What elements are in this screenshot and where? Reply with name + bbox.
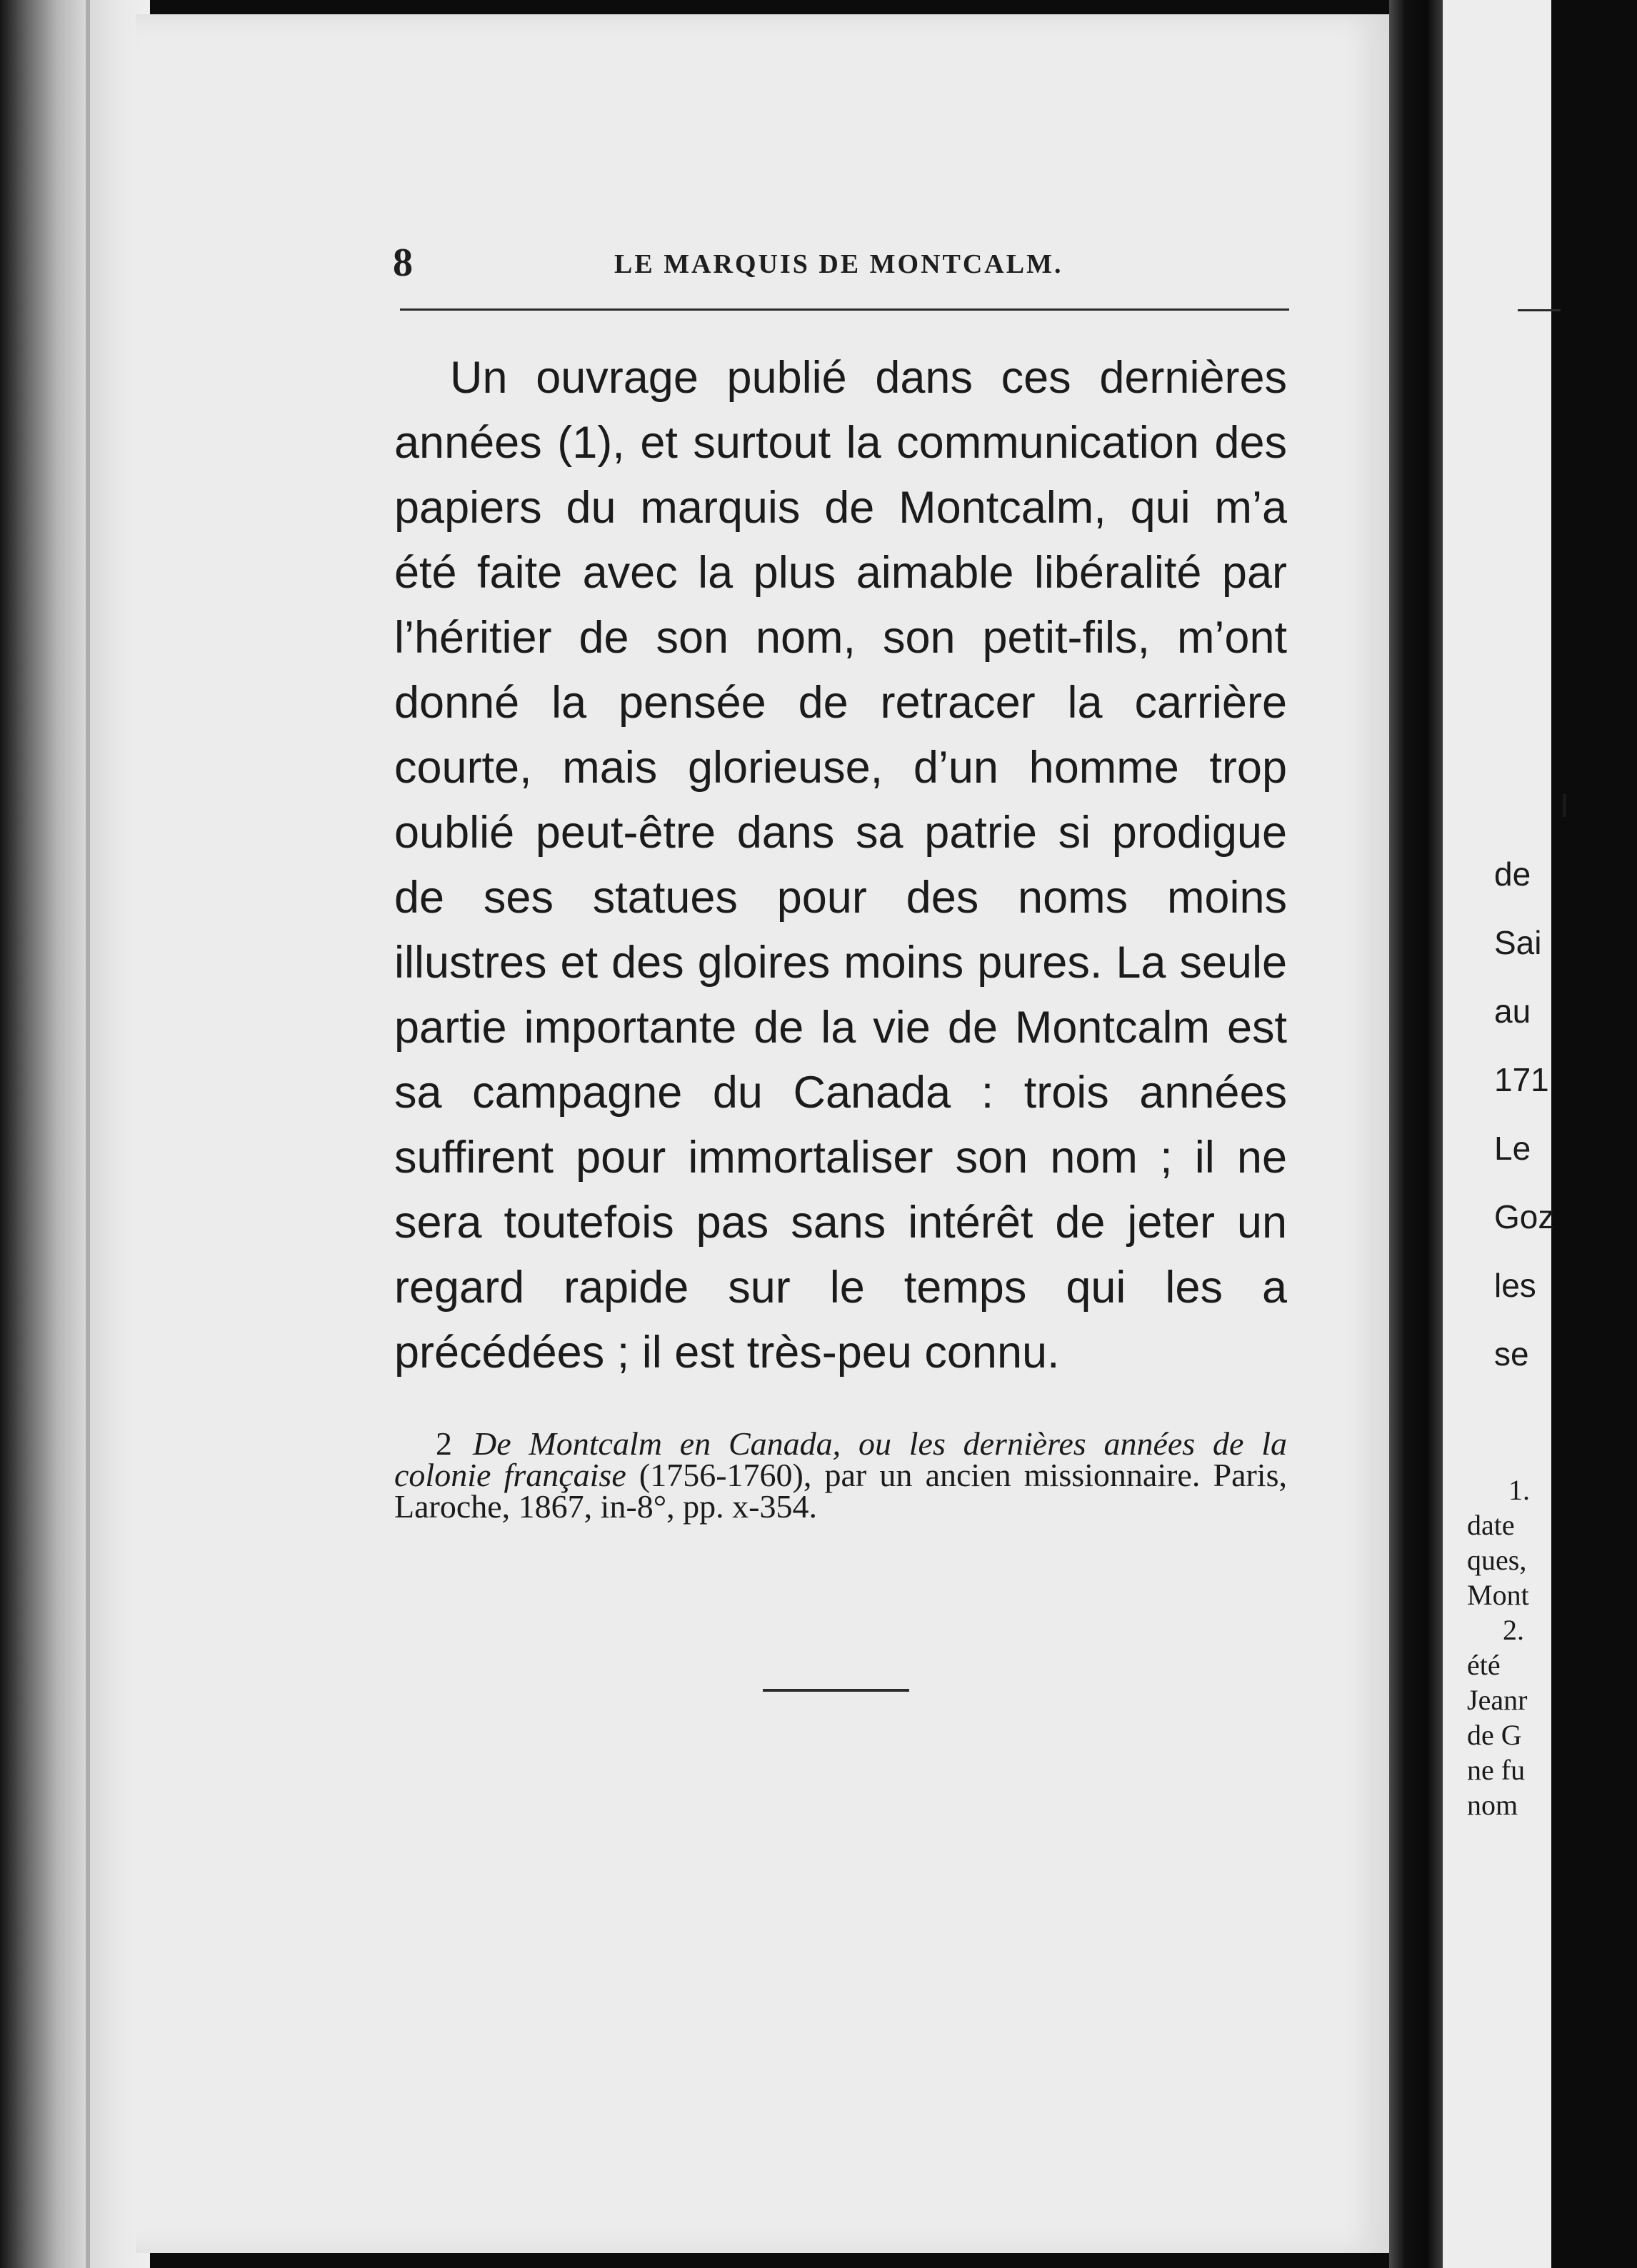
- adjacent-line: 171: [1494, 1061, 1549, 1098]
- adjacent-note-line: 2.: [1503, 1614, 1524, 1646]
- adjacent-page-notes: [1467, 1472, 1610, 1822]
- adjacent-note-line: Mont: [1467, 1579, 1529, 1611]
- adjacent-line: les: [1494, 1267, 1536, 1304]
- adjacent-note-line: été: [1467, 1649, 1501, 1681]
- book-binding-edge: [0, 0, 150, 2268]
- end-rule: [763, 1689, 909, 1692]
- body-paragraph: Un ouvrage publié dans ces dernières années (1), et surtout la communication des papiers du marquis de Montcalm, qui m’a été faite avec la plus aimable libéralité par l’héritier de son nom, son petit-fils, m’ont donné la pensée de retracer la carrière courte, mais glorieuse, d’un homme trop oublié peut-être dans sa patrie si prodigue de ses statues pour des noms moins illustres et des gloires moins pures. La seule partie importante de la vie de Montcalm est sa campagne du Canada : trois années suffirent pour immortaliser son nom ; il ne sera toutefois pas sans intérêt de jeter un regard rapide sur le temps qui les a précédées ; il est très-peu connu.: [394, 353, 1287, 1378]
- footnote-mark: 2: [436, 1425, 452, 1462]
- adjacent-line: I: [1560, 787, 1569, 824]
- adjacent-line: Le: [1494, 1130, 1531, 1167]
- adjacent-header-rule: [1518, 309, 1561, 311]
- adjacent-note-line: ne fu: [1467, 1754, 1526, 1786]
- footnote-title: De Montcalm en Canada, ou les dernières années de la colonie française: [394, 1425, 1287, 1493]
- adjacent-note-line: ques,: [1467, 1544, 1527, 1576]
- adjacent-page-lines: [1494, 771, 1637, 1388]
- footnote-citation: (1756-1760), par un ancien missionnaire. Paris, Laroche, 1867, in-8°, pp. x-354.: [394, 1457, 1287, 1525]
- adjacent-note-line: nom: [1467, 1789, 1518, 1821]
- adjacent-line: Goz: [1494, 1198, 1555, 1235]
- adjacent-line: de: [1494, 855, 1531, 893]
- adjacent-note-line: date: [1467, 1509, 1515, 1541]
- adjacent-line: se: [1494, 1335, 1529, 1373]
- adjacent-page: [1443, 0, 1569, 2268]
- header-rule: [400, 308, 1289, 311]
- adjacent-note-line: Jeanr: [1467, 1684, 1528, 1716]
- adjacent-line: Sai: [1494, 924, 1542, 961]
- page-number: 8: [393, 241, 414, 285]
- book-gutter: [1389, 0, 1443, 2268]
- adjacent-note-line: 1.: [1508, 1474, 1530, 1506]
- running-head-title: LE MARQUIS DE MONTCALM.: [614, 249, 1063, 279]
- adjacent-note-line: de G: [1467, 1719, 1522, 1751]
- adjacent-line: au: [1494, 993, 1531, 1030]
- footnote: [394, 1425, 1287, 1525]
